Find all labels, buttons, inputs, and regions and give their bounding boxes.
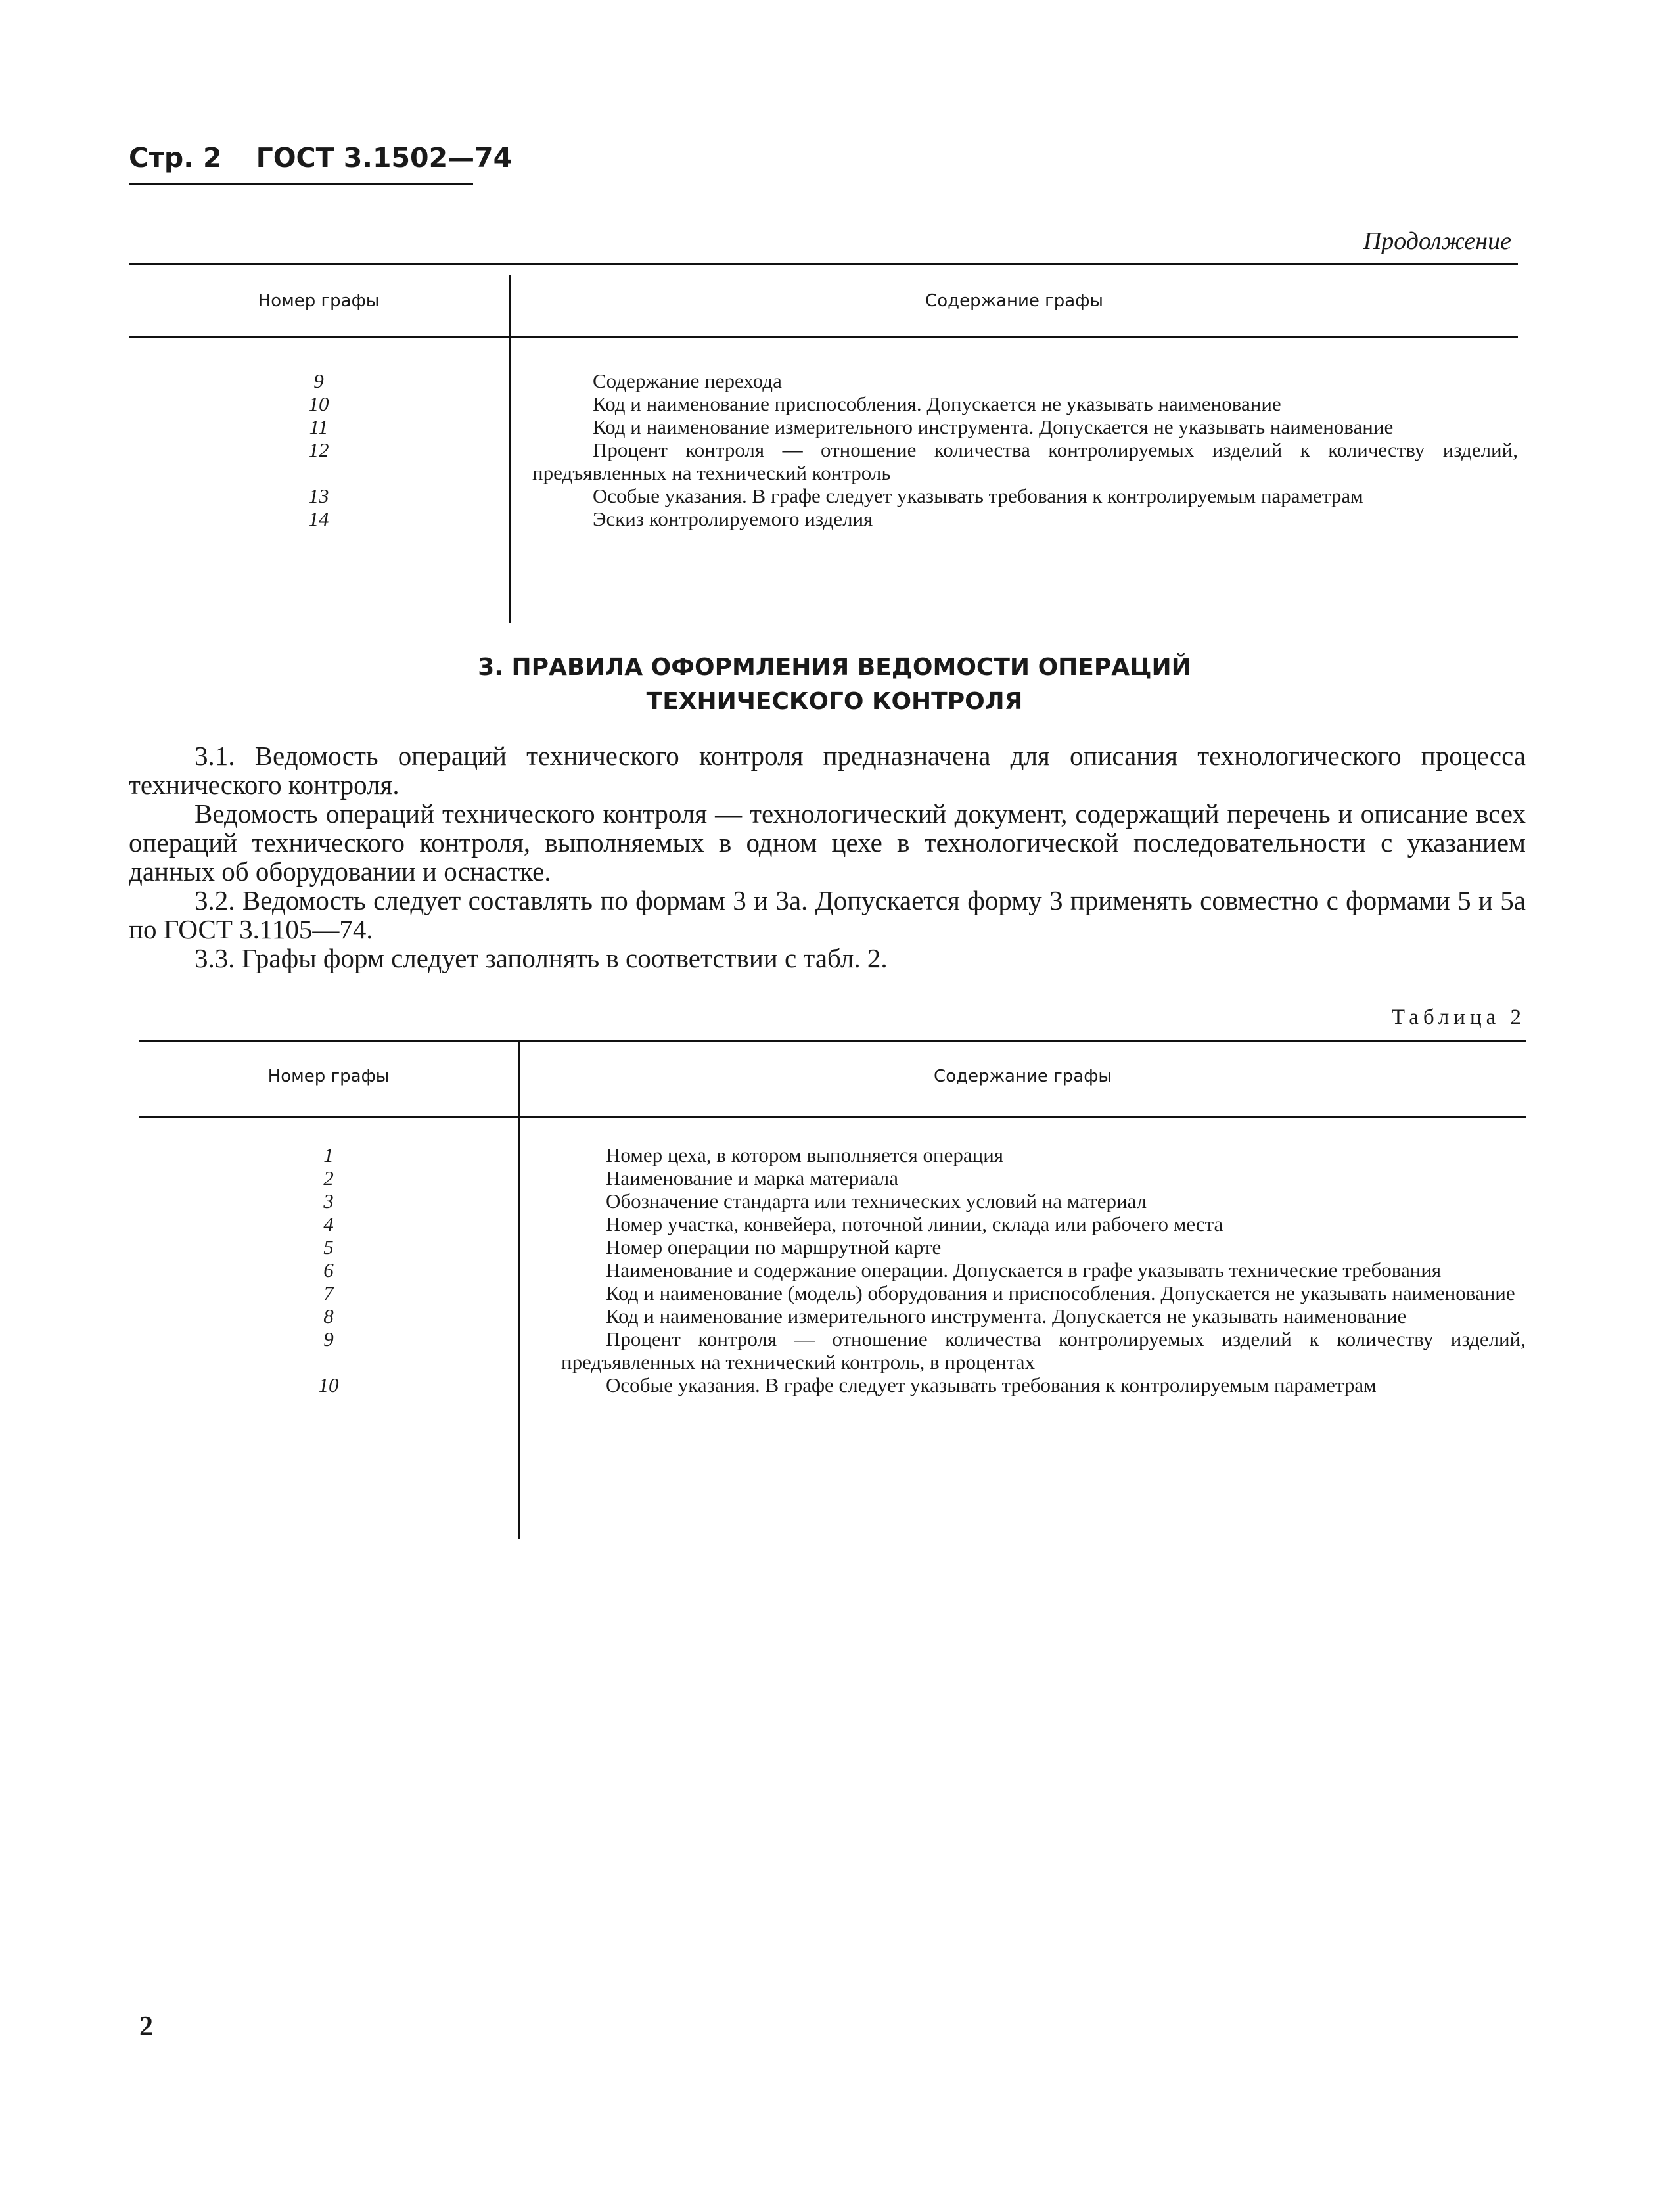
continuation-label: Продолжение — [1363, 227, 1511, 255]
table-2-caption: Таблица 2 — [1391, 1005, 1526, 1029]
column-header-number: Номер графы — [258, 291, 380, 311]
table-row — [129, 438, 1518, 484]
table-row — [139, 1235, 1526, 1258]
table-1-continuation — [129, 263, 1518, 624]
column-header-number: Номер графы — [267, 1067, 390, 1086]
table-row — [139, 1189, 1526, 1212]
row-number: 14 — [308, 507, 329, 530]
table-row — [129, 484, 1518, 507]
row-number: 12 — [308, 438, 329, 461]
table-row — [139, 1212, 1526, 1235]
section-title-line-2: ТЕХНИЧЕСКОГО КОНТРОЛЯ — [646, 688, 1023, 715]
column-header-content: Содержание графы — [925, 291, 1103, 311]
paragraph-3-3: 3.3. Графы форм следует заполнять в соответствии с табл. 2. — [194, 943, 888, 973]
table-row — [139, 1304, 1526, 1327]
page-header — [129, 142, 512, 173]
row-content: Код и наименование приспособления. Допускается не указывать наименование — [593, 392, 1281, 415]
row-content: Код и наименование (модель) оборудования и приспособления. Допускается не указывать наименование — [606, 1281, 1515, 1304]
row-content: Код и наименование измерительного инструмента. Допускается не указывать наименование — [593, 415, 1394, 438]
table-row — [139, 1327, 1526, 1373]
table-header-rule — [139, 1116, 1526, 1118]
row-number: 3 — [323, 1189, 334, 1212]
table-row — [139, 1258, 1526, 1281]
section-body — [129, 741, 1526, 973]
table-2 — [139, 1040, 1526, 1539]
table-row — [129, 415, 1518, 438]
row-number: 7 — [323, 1281, 334, 1304]
paragraph-3-2: 3.2. Ведомость следует составлять по формам 3 и 3а. Допускается форму 3 применять совместно с формами 5 и 5а по ГОСТ 3.1105—74. — [129, 885, 1526, 944]
row-number: 10 — [318, 1373, 339, 1396]
column-header-content: Содержание графы — [934, 1067, 1112, 1086]
row-content: Код и наименование измерительного инструмента. Допускается не указывать наименование — [606, 1304, 1407, 1327]
row-number: 11 — [309, 415, 329, 438]
row-content: Особые указания. В графе следует указывать требования к контролируемым параметрам — [606, 1373, 1377, 1396]
row-number: 8 — [323, 1304, 334, 1327]
row-number: 9 — [313, 369, 324, 392]
row-content: Обозначение стандарта или технических условий на материал — [606, 1189, 1147, 1212]
row-content: Наименование и содержание операции. Допускается в графе указывать технические требования — [606, 1258, 1442, 1281]
row-content: Номер цеха, в котором выполняется операция — [606, 1143, 1004, 1166]
page-label: Стр. 2 — [129, 142, 222, 173]
page-number: 2 — [139, 2012, 153, 2042]
row-content: Эскиз контролируемого изделия — [593, 507, 873, 530]
table-row — [139, 1281, 1526, 1304]
table-row — [129, 369, 1518, 392]
row-content: Номер участка, конвейера, поточной линии, склада или рабочего места — [606, 1212, 1223, 1235]
row-number: 13 — [308, 484, 329, 507]
standard-designation: ГОСТ 3.1502—74 — [256, 142, 513, 173]
row-content: Наименование и марка материала — [606, 1166, 899, 1189]
table-top-rule — [139, 1040, 1526, 1042]
table-row — [139, 1166, 1526, 1189]
paragraph-3-1: 3.1. Ведомость операций технического контроля предназначена для описания технологического процесса технического контроля. — [129, 741, 1526, 800]
section-heading — [0, 651, 1669, 719]
header-underline — [129, 183, 473, 185]
table-row — [129, 392, 1518, 415]
row-number: 2 — [323, 1166, 334, 1189]
row-content: Процент контроля — отношение количества контролируемых изделий к количеству изделий, предъявленных на технический контроль, в процентах — [561, 1327, 1526, 1373]
table-row — [129, 507, 1518, 530]
row-number: 9 — [323, 1327, 334, 1350]
row-number: 5 — [323, 1235, 334, 1258]
section-title-line-1: 3. ПРАВИЛА ОФОРМЛЕНИЯ ВЕДОМОСТИ ОПЕРАЦИЙ — [478, 654, 1191, 681]
table-top-rule — [129, 263, 1518, 265]
table-body — [129, 369, 1518, 530]
row-number: 6 — [323, 1258, 334, 1281]
row-content: Содержание перехода — [593, 369, 782, 392]
row-content: Особые указания. В графе следует указывать требования к контролируемым параметрам — [593, 484, 1363, 507]
row-content: Номер операции по маршрутной карте — [606, 1235, 942, 1258]
table-row — [139, 1143, 1526, 1166]
row-content: Процент контроля — отношение количества контролируемых изделий к количеству изделий, предъявленных на технический контроль — [532, 438, 1518, 484]
table-row — [139, 1373, 1526, 1396]
paragraph-definition: Ведомость операций технического контроля — технологический документ, содержащий перечень и описание всех операций технического контроля, выполняемых в одном цехе в технологической последовательности с указанием данных об оборудовании и оснастке. — [129, 798, 1526, 887]
row-number: 10 — [308, 392, 329, 415]
table-header-rule — [129, 336, 1518, 338]
row-number: 1 — [323, 1143, 334, 1166]
row-number: 4 — [323, 1212, 334, 1235]
table-body — [139, 1143, 1526, 1396]
